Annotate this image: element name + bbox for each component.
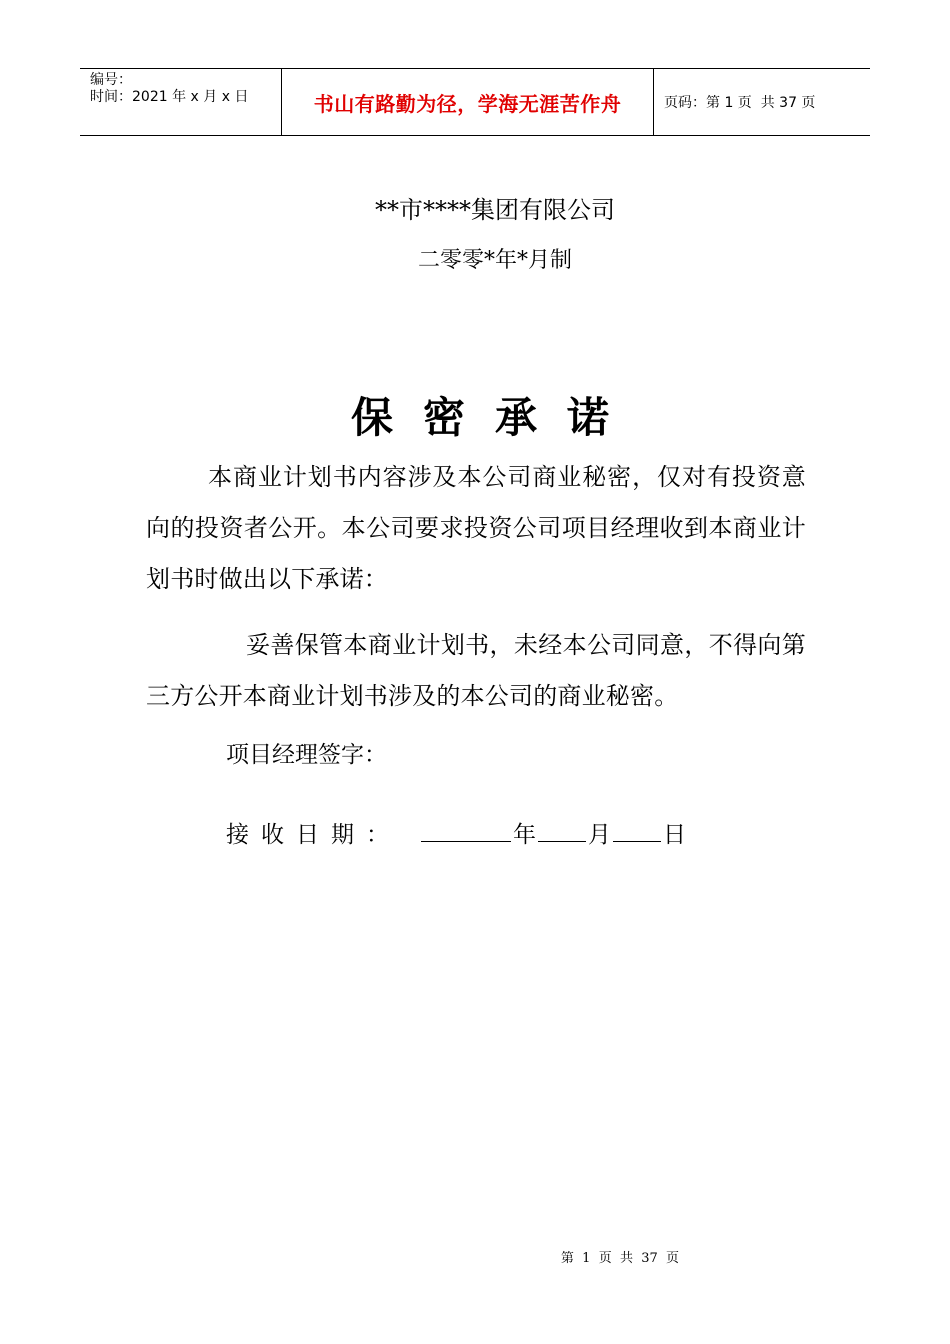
time-label: 时间：2021 年 x 月 x 日 [90, 89, 249, 105]
page-title: 保密承诺 [350, 393, 639, 442]
month-label: 月 [588, 822, 611, 848]
receive-date-label: 接收日期： [226, 822, 401, 848]
company-name: **市****集团有限公司 [375, 196, 615, 224]
paragraph-intro: 本商业计划书内容涉及本公司商业秘密，仅对有投资意向的投资者公开。本公司要求投资公司项目经理收到本商业计划书时做出以下承诺： [146, 463, 806, 593]
motto-text: 书山有路勤为径，学海无涯苦作舟 [313, 91, 622, 116]
year-blank [421, 815, 511, 842]
header-page-cell [654, 69, 870, 135]
paragraph-commitment: 妥善保管本商业计划书，未经本公司同意，不得向第三方公开本商业计划书涉及的本公司的商业秘密。 [146, 631, 806, 710]
header-meta-cell [80, 69, 282, 135]
document-header [80, 68, 870, 136]
made-date: 二零零*年*月制 [417, 248, 572, 273]
day-label: 日 [663, 822, 686, 848]
year-label: 年 [513, 822, 536, 848]
signature-label: 项目经理签字： [226, 742, 387, 768]
month-blank [538, 815, 586, 842]
number-label: 编号： [90, 72, 132, 88]
header-motto-cell [282, 69, 654, 135]
page-footer: 第 1 页 共 37 页 [560, 1251, 680, 1266]
page-info: 页码：第 1 页 共 37 页 [664, 95, 816, 111]
day-blank [613, 815, 661, 842]
receive-date-row [226, 815, 686, 849]
